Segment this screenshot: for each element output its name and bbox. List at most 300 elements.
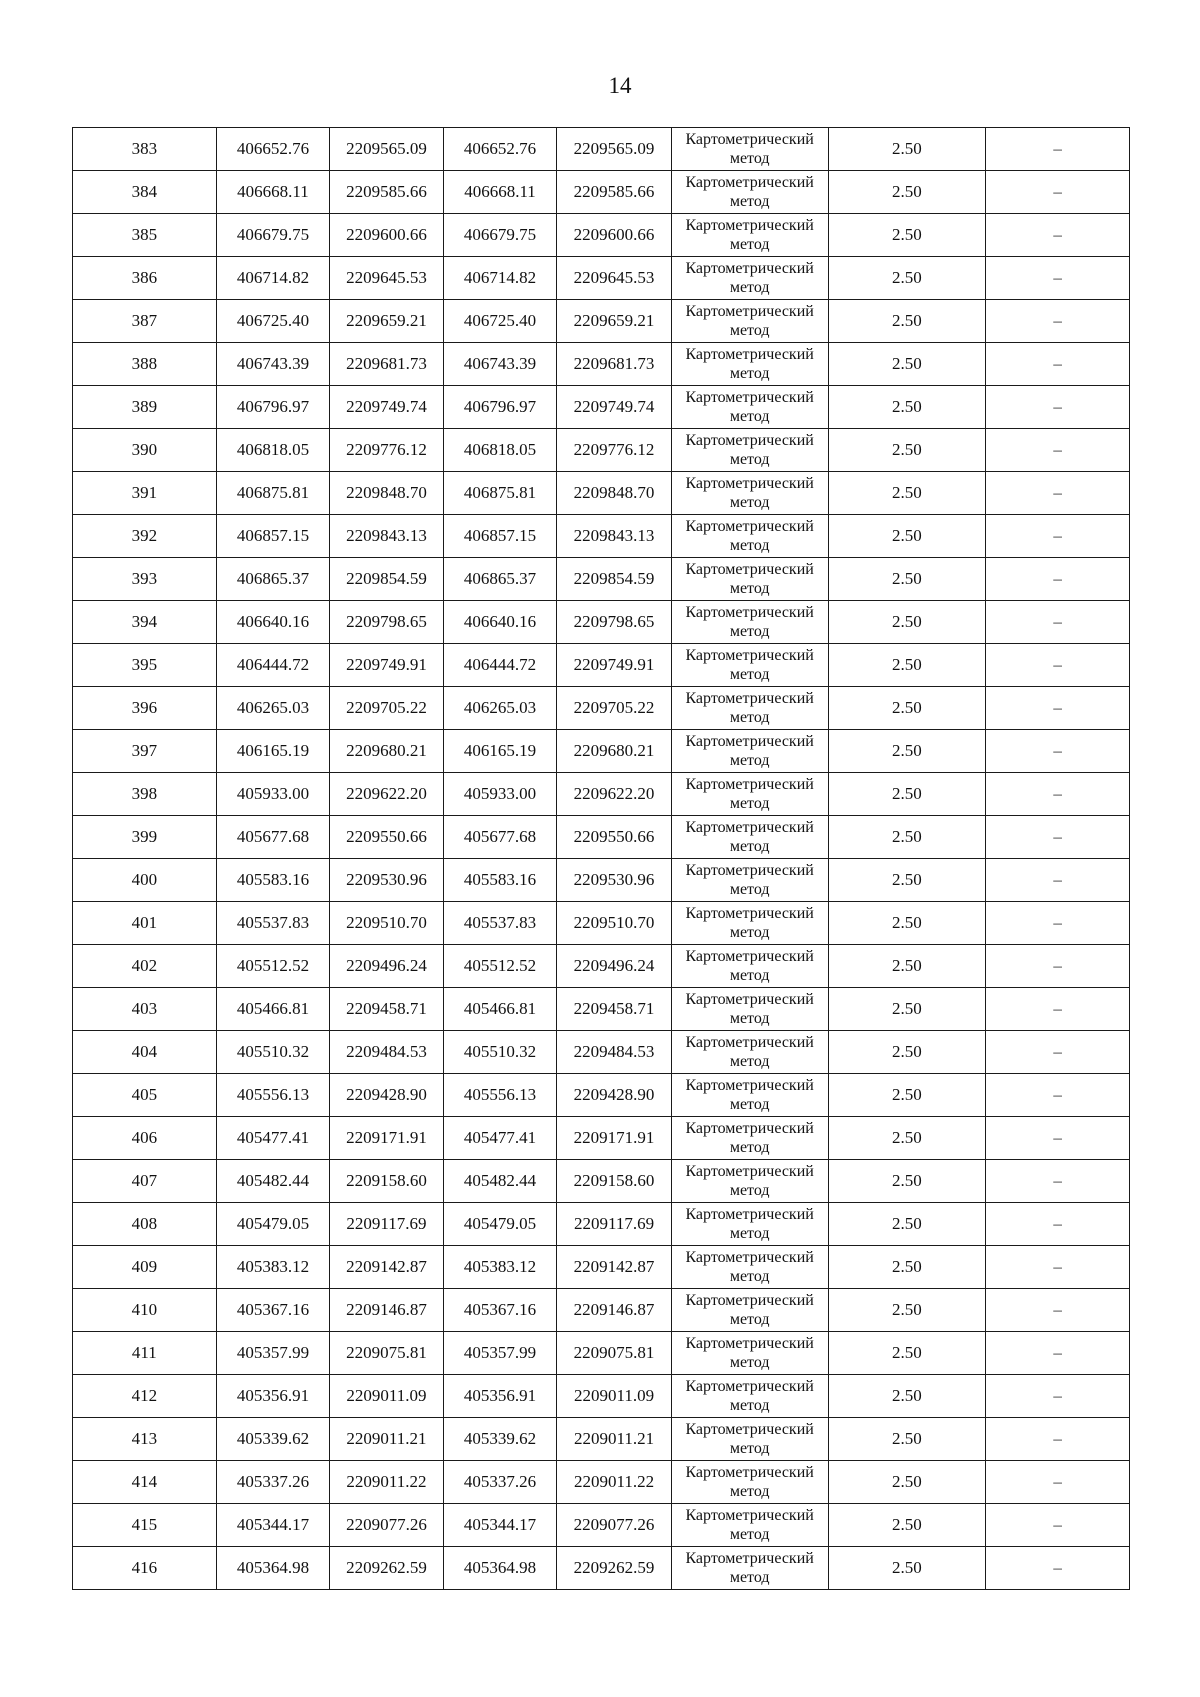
point-number-cell: 407 [73,1160,217,1203]
point-number-cell: 400 [73,859,217,902]
table-row [73,1375,1130,1418]
table-row [73,300,1130,343]
table-row [73,257,1130,300]
description-cell: – [986,558,1130,601]
accuracy-cell: 2.50 [828,343,986,386]
x-existing-cell: 405367.16 [216,1289,330,1332]
x-specified-cell: 406679.75 [443,214,557,257]
accuracy-cell: 2.50 [828,386,986,429]
description-cell: – [986,1375,1130,1418]
accuracy-cell: 2.50 [828,816,986,859]
description-cell: – [986,730,1130,773]
y-existing-cell: 2209458.71 [330,988,444,1031]
point-number-cell: 391 [73,472,217,515]
method-cell [671,1504,828,1547]
accuracy-cell: 2.50 [828,1031,986,1074]
x-existing-cell: 405933.00 [216,773,330,816]
description-cell: – [986,1160,1130,1203]
y-existing-cell: 2209749.74 [330,386,444,429]
x-existing-cell: 406679.75 [216,214,330,257]
y-specified-cell: 2209749.74 [557,386,672,429]
description-cell: – [986,1031,1130,1074]
method-text: Картометрический метод [685,1120,814,1156]
table-row [73,1074,1130,1117]
method-text: Картометрический метод [685,174,814,210]
point-number-cell: 389 [73,386,217,429]
method-cell [671,214,828,257]
y-existing-cell: 2209622.20 [330,773,444,816]
method-text: Картометрический метод [685,260,814,296]
y-existing-cell: 2209798.65 [330,601,444,644]
y-specified-cell: 2209496.24 [557,945,672,988]
y-existing-cell: 2209585.66 [330,171,444,214]
table-row [73,687,1130,730]
method-text: Картометрический метод [685,1077,814,1113]
x-specified-cell: 406743.39 [443,343,557,386]
x-specified-cell: 405357.99 [443,1332,557,1375]
point-number-cell: 394 [73,601,217,644]
y-specified-cell: 2209798.65 [557,601,672,644]
x-specified-cell: 405933.00 [443,773,557,816]
x-specified-cell: 405482.44 [443,1160,557,1203]
table-row [73,988,1130,1031]
y-specified-cell: 2209484.53 [557,1031,672,1074]
accuracy-cell: 2.50 [828,1418,986,1461]
table-row [73,644,1130,687]
description-cell: – [986,644,1130,687]
method-cell [671,515,828,558]
table-row [73,515,1130,558]
method-cell [671,1117,828,1160]
x-specified-cell: 406796.97 [443,386,557,429]
x-existing-cell: 406640.16 [216,601,330,644]
method-cell [671,816,828,859]
accuracy-cell: 2.50 [828,1332,986,1375]
y-existing-cell: 2209428.90 [330,1074,444,1117]
table-body [73,128,1130,1590]
method-text: Картометрический метод [685,604,814,640]
x-specified-cell: 405337.26 [443,1461,557,1504]
description-cell: – [986,1117,1130,1160]
method-text: Картометрический метод [685,561,814,597]
table-row [73,1289,1130,1332]
y-existing-cell: 2209565.09 [330,128,444,171]
table-row [73,816,1130,859]
method-text: Картометрический метод [685,1550,814,1586]
method-cell [671,558,828,601]
accuracy-cell: 2.50 [828,1547,986,1590]
accuracy-cell: 2.50 [828,558,986,601]
accuracy-cell: 2.50 [828,1160,986,1203]
point-number-cell: 397 [73,730,217,773]
x-specified-cell: 405344.17 [443,1504,557,1547]
accuracy-cell: 2.50 [828,300,986,343]
accuracy-cell: 2.50 [828,1461,986,1504]
method-cell [671,1074,828,1117]
method-text: Картометрический метод [685,1507,814,1543]
x-existing-cell: 405383.12 [216,1246,330,1289]
method-text: Картометрический метод [685,690,814,726]
y-existing-cell: 2209681.73 [330,343,444,386]
x-specified-cell: 406725.40 [443,300,557,343]
description-cell: – [986,945,1130,988]
accuracy-cell: 2.50 [828,1375,986,1418]
x-existing-cell: 405337.26 [216,1461,330,1504]
method-cell [671,902,828,945]
x-specified-cell: 405479.05 [443,1203,557,1246]
method-text: Картометрический метод [685,905,814,941]
description-cell: – [986,1547,1130,1590]
description-cell: – [986,128,1130,171]
table-row [73,343,1130,386]
x-existing-cell: 405510.32 [216,1031,330,1074]
method-text: Картометрический метод [685,131,814,167]
method-cell [671,429,828,472]
table-row [73,171,1130,214]
method-text: Картометрический метод [685,1335,814,1371]
method-cell [671,386,828,429]
x-specified-cell: 405510.32 [443,1031,557,1074]
point-number-cell: 384 [73,171,217,214]
description-cell: – [986,214,1130,257]
x-existing-cell: 406857.15 [216,515,330,558]
x-existing-cell: 405344.17 [216,1504,330,1547]
table-row [73,601,1130,644]
x-specified-cell: 405583.16 [443,859,557,902]
y-existing-cell: 2209550.66 [330,816,444,859]
x-specified-cell: 406818.05 [443,429,557,472]
x-specified-cell: 405356.91 [443,1375,557,1418]
table-row [73,945,1130,988]
y-existing-cell: 2209011.21 [330,1418,444,1461]
accuracy-cell: 2.50 [828,1203,986,1246]
y-specified-cell: 2209075.81 [557,1332,672,1375]
method-text: Картометрический метод [685,1421,814,1457]
method-cell [671,1375,828,1418]
method-text: Картометрический метод [685,518,814,554]
x-existing-cell: 405677.68 [216,816,330,859]
y-specified-cell: 2209011.09 [557,1375,672,1418]
y-existing-cell: 2209843.13 [330,515,444,558]
description-cell: – [986,601,1130,644]
point-number-cell: 398 [73,773,217,816]
point-number-cell: 409 [73,1246,217,1289]
table-row [73,773,1130,816]
method-cell [671,1547,828,1590]
method-cell [671,644,828,687]
description-cell: – [986,171,1130,214]
accuracy-cell: 2.50 [828,171,986,214]
x-specified-cell: 406857.15 [443,515,557,558]
method-text: Картометрический метод [685,432,814,468]
point-number-cell: 415 [73,1504,217,1547]
x-existing-cell: 405466.81 [216,988,330,1031]
description-cell: – [986,1289,1130,1332]
y-existing-cell: 2209510.70 [330,902,444,945]
x-specified-cell: 405383.12 [443,1246,557,1289]
x-existing-cell: 406865.37 [216,558,330,601]
method-cell [671,1461,828,1504]
table-row [73,558,1130,601]
method-cell [671,1418,828,1461]
point-number-cell: 386 [73,257,217,300]
x-existing-cell: 406714.82 [216,257,330,300]
table-row [73,1504,1130,1547]
accuracy-cell: 2.50 [828,214,986,257]
accuracy-cell: 2.50 [828,988,986,1031]
method-cell [671,257,828,300]
x-existing-cell: 406652.76 [216,128,330,171]
x-existing-cell: 406818.05 [216,429,330,472]
y-specified-cell: 2209843.13 [557,515,672,558]
method-text: Картометрический метод [685,1292,814,1328]
x-existing-cell: 406165.19 [216,730,330,773]
accuracy-cell: 2.50 [828,1117,986,1160]
method-text: Картометрический метод [685,647,814,683]
accuracy-cell: 2.50 [828,1074,986,1117]
x-specified-cell: 406165.19 [443,730,557,773]
x-existing-cell: 405364.98 [216,1547,330,1590]
y-existing-cell: 2209600.66 [330,214,444,257]
x-specified-cell: 406714.82 [443,257,557,300]
method-text: Картометрический метод [685,346,814,382]
method-cell [671,859,828,902]
description-cell: – [986,257,1130,300]
y-specified-cell: 2209530.96 [557,859,672,902]
x-specified-cell: 405477.41 [443,1117,557,1160]
y-existing-cell: 2209776.12 [330,429,444,472]
description-cell: – [986,859,1130,902]
x-specified-cell: 405364.98 [443,1547,557,1590]
point-number-cell: 416 [73,1547,217,1590]
y-specified-cell: 2209622.20 [557,773,672,816]
description-cell: – [986,343,1130,386]
description-cell: – [986,386,1130,429]
accuracy-cell: 2.50 [828,1246,986,1289]
point-number-cell: 395 [73,644,217,687]
table-row [73,1332,1130,1375]
accuracy-cell: 2.50 [828,687,986,730]
x-existing-cell: 405583.16 [216,859,330,902]
description-cell: – [986,429,1130,472]
accuracy-cell: 2.50 [828,429,986,472]
x-specified-cell: 406865.37 [443,558,557,601]
table-row [73,214,1130,257]
x-specified-cell: 405466.81 [443,988,557,1031]
y-existing-cell: 2209645.53 [330,257,444,300]
table-row [73,1246,1130,1289]
method-cell [671,472,828,515]
point-number-cell: 403 [73,988,217,1031]
point-number-cell: 404 [73,1031,217,1074]
method-cell [671,1332,828,1375]
table-row [73,1461,1130,1504]
point-number-cell: 408 [73,1203,217,1246]
x-existing-cell: 406743.39 [216,343,330,386]
method-text: Картометрический метод [685,1378,814,1414]
y-specified-cell: 2209585.66 [557,171,672,214]
description-cell: – [986,472,1130,515]
method-cell [671,1246,828,1289]
y-specified-cell: 2209171.91 [557,1117,672,1160]
y-existing-cell: 2209854.59 [330,558,444,601]
x-specified-cell: 406444.72 [443,644,557,687]
y-specified-cell: 2209510.70 [557,902,672,945]
table-row [73,1418,1130,1461]
method-text: Картометрический метод [685,991,814,1027]
method-cell [671,601,828,644]
y-existing-cell: 2209484.53 [330,1031,444,1074]
description-cell: – [986,300,1130,343]
table-row [73,386,1130,429]
method-text: Картометрический метод [685,475,814,511]
y-specified-cell: 2209848.70 [557,472,672,515]
point-number-cell: 406 [73,1117,217,1160]
page-number: 14 [608,73,632,98]
x-existing-cell: 405512.52 [216,945,330,988]
point-number-cell: 410 [73,1289,217,1332]
x-specified-cell: 405537.83 [443,902,557,945]
y-existing-cell: 2209011.09 [330,1375,444,1418]
table-row [73,859,1130,902]
table-row [73,1031,1130,1074]
point-number-cell: 399 [73,816,217,859]
x-existing-cell: 406796.97 [216,386,330,429]
y-specified-cell: 2209565.09 [557,128,672,171]
y-existing-cell: 2209705.22 [330,687,444,730]
table-row [73,902,1130,945]
method-cell [671,687,828,730]
accuracy-cell: 2.50 [828,128,986,171]
y-specified-cell: 2209659.21 [557,300,672,343]
y-existing-cell: 2209075.81 [330,1332,444,1375]
x-existing-cell: 405339.62 [216,1418,330,1461]
method-cell [671,730,828,773]
y-specified-cell: 2209142.87 [557,1246,672,1289]
y-specified-cell: 2209011.22 [557,1461,672,1504]
y-specified-cell: 2209705.22 [557,687,672,730]
description-cell: – [986,1504,1130,1547]
x-specified-cell: 405556.13 [443,1074,557,1117]
accuracy-cell: 2.50 [828,859,986,902]
accuracy-cell: 2.50 [828,773,986,816]
accuracy-cell: 2.50 [828,472,986,515]
method-text: Картометрический метод [685,1206,814,1242]
accuracy-cell: 2.50 [828,730,986,773]
description-cell: – [986,515,1130,558]
y-specified-cell: 2209550.66 [557,816,672,859]
method-cell [671,171,828,214]
table-row [73,128,1130,171]
coordinates-table [72,127,1130,1590]
x-specified-cell: 405339.62 [443,1418,557,1461]
y-specified-cell: 2209749.91 [557,644,672,687]
method-text: Картометрический метод [685,1163,814,1199]
x-existing-cell: 405357.99 [216,1332,330,1375]
description-cell: – [986,1074,1130,1117]
description-cell: – [986,988,1130,1031]
description-cell: – [986,902,1130,945]
description-cell: – [986,1246,1130,1289]
y-existing-cell: 2209749.91 [330,644,444,687]
accuracy-cell: 2.50 [828,1289,986,1332]
y-existing-cell: 2209659.21 [330,300,444,343]
point-number-cell: 411 [73,1332,217,1375]
method-text: Картометрический метод [685,303,814,339]
y-specified-cell: 2209428.90 [557,1074,672,1117]
y-specified-cell: 2209600.66 [557,214,672,257]
x-existing-cell: 406265.03 [216,687,330,730]
method-cell [671,773,828,816]
y-specified-cell: 2209117.69 [557,1203,672,1246]
method-text: Картометрический метод [685,389,814,425]
point-number-cell: 405 [73,1074,217,1117]
x-specified-cell: 405512.52 [443,945,557,988]
description-cell: – [986,1203,1130,1246]
x-specified-cell: 405677.68 [443,816,557,859]
y-specified-cell: 2209011.21 [557,1418,672,1461]
y-specified-cell: 2209458.71 [557,988,672,1031]
point-number-cell: 396 [73,687,217,730]
point-number-cell: 401 [73,902,217,945]
y-specified-cell: 2209680.21 [557,730,672,773]
y-existing-cell: 2209496.24 [330,945,444,988]
method-text: Картометрический метод [685,217,814,253]
table-row [73,1117,1130,1160]
y-existing-cell: 2209142.87 [330,1246,444,1289]
x-specified-cell: 406265.03 [443,687,557,730]
x-existing-cell: 405482.44 [216,1160,330,1203]
table-row [73,1160,1130,1203]
accuracy-cell: 2.50 [828,902,986,945]
x-specified-cell: 406640.16 [443,601,557,644]
x-existing-cell: 406875.81 [216,472,330,515]
y-existing-cell: 2209530.96 [330,859,444,902]
x-specified-cell: 405367.16 [443,1289,557,1332]
point-number-cell: 388 [73,343,217,386]
description-cell: – [986,1418,1130,1461]
x-existing-cell: 405477.41 [216,1117,330,1160]
accuracy-cell: 2.50 [828,1504,986,1547]
point-number-cell: 390 [73,429,217,472]
method-text: Картометрический метод [685,733,814,769]
y-specified-cell: 2209776.12 [557,429,672,472]
x-existing-cell: 405356.91 [216,1375,330,1418]
y-specified-cell: 2209262.59 [557,1547,672,1590]
point-number-cell: 413 [73,1418,217,1461]
method-text: Картометрический метод [685,948,814,984]
method-cell [671,300,828,343]
y-existing-cell: 2209077.26 [330,1504,444,1547]
x-specified-cell: 406652.76 [443,128,557,171]
accuracy-cell: 2.50 [828,515,986,558]
method-text: Картометрический метод [685,1034,814,1070]
y-specified-cell: 2209681.73 [557,343,672,386]
method-text: Картометрический метод [685,819,814,855]
y-specified-cell: 2209645.53 [557,257,672,300]
point-number-cell: 402 [73,945,217,988]
point-number-cell: 414 [73,1461,217,1504]
accuracy-cell: 2.50 [828,257,986,300]
accuracy-cell: 2.50 [828,644,986,687]
point-number-cell: 412 [73,1375,217,1418]
y-existing-cell: 2209262.59 [330,1547,444,1590]
description-cell: – [986,687,1130,730]
method-cell [671,343,828,386]
table-row [73,730,1130,773]
table-row [73,1547,1130,1590]
x-existing-cell: 405556.13 [216,1074,330,1117]
